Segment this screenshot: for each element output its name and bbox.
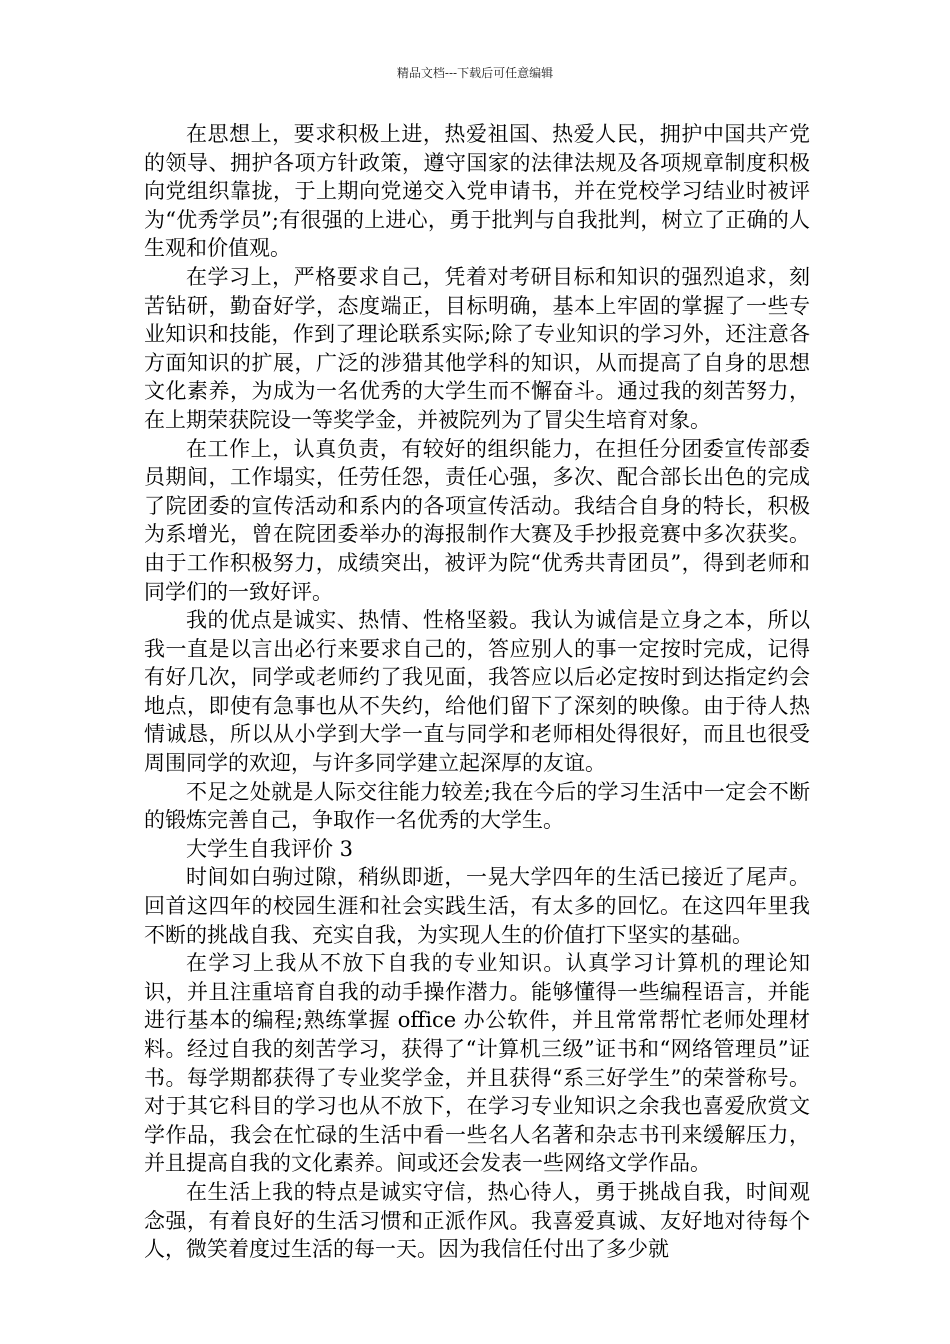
paragraph-ideology: 在思想上，要求积极上进，热爱祖国、热爱人民，拥护中国共产党的领导、拥护各项方针政策，遵守国家的法律法规及各项规章制度积极向党组织靠拢，于上期向党递交入党申请书，并在党校学习结业时被评为“优秀学员”;有很强的上进心，勇于批判与自我批判，树立了正确的人生观和价值观。 xyxy=(144,122,810,261)
paragraph-life: 在生活上我的特点是诚实守信，热心待人，勇于挑战自我，时间观念强，有着良好的生活习惯和正派作风。我喜爱真诚、友好地对待每个人，微笑着度过生活的每一天。因为我信任付出了多少就 xyxy=(144,1179,810,1262)
paragraph-work: 在工作上，认真负责，有较好的组织能力，在担任分团委宣传部委员期间，工作塌实，任劳任怨，责任心强，多次、配合部长出色的完成了院团委的宣传活动和系内的各项宣传活动。我结合自身的特长，积极为系增光，曾在院团委举办的海报制作大赛及手抄报竞赛中多次获奖。由于工作积极努力，成绩突出，被评为院“优秀共青团员”，得到老师和同学们的一致好评。 xyxy=(144,436,810,604)
document-body xyxy=(144,120,810,1264)
paragraph-intro: 时间如白驹过隙，稍纵即逝，一晃大学四年的生活已接近了尾声。回首这四年的校园生涯和社会实践生活，有太多的回忆。在这四年里我不断的挑战自我、充实自我，为实现人生的价值打下坚实的基础。 xyxy=(144,865,810,947)
paragraph-study: 在学习上，严格要求自己，凭着对考研目标和知识的强烈追求，刻苦钻研，勤奋好学，态度端正，目标明确，基本上牢固的掌握了一些专业知识和技能，作到了理论联系实际;除了专业知识的学习外，还注意各方面知识的扩展，广泛的涉猎其他学科的知识，从而提高了自身的思想文化素养，为成为一名优秀的大学生而不懈奋斗。通过我的刻苦努力，在上期荣获院设一等奖学金，并被院列为了冒尖生培育对象。 xyxy=(144,264,810,432)
paragraph-weaknesses: 不足之处就是人际交往能力较差;我在今后的学习生活中一定会不断的锻炼完善自己，争取作一名优秀的大学生。 xyxy=(144,779,810,833)
paragraph-strengths: 我的优点是诚实、热情、性格坚毅。我认为诚信是立身之本，所以我一直是以言出必行来要求自己的，答应别人的事一定按时完成，记得有好几次，同学或老师约了我见面，我答应以后必定按时到达指定约会地点，即使有急事也从不失约，给他们留下了深刻的映像。由于待人热情诚恳，所以从小学到大学一直与同学和老师相处得很好，而且也很受周围同学的欢迎，与许多同学建立起深厚的友谊。 xyxy=(144,608,810,776)
section-title: 大学生自我评价 3 xyxy=(186,836,354,861)
page-header: 精品文档---下载后可任意编辑 xyxy=(396,66,554,80)
paragraph-learning: 在学习上我从不放下自我的专业知识。认真学习计算机的理论知识，并且注重培育自我的动手操作潜力。能够懂得一些编程语言，并能进行基本的编程;熟练掌握 office 办公软件，并且常常帮忙老师处理材料。经过自我的刻苦学习，获得了“计算机三级”证书和“网络管理员”证书。每学期都获得了专业奖学金，并且获得“系三好学生”的荣誉称号。对于其它科目的学习也从不放下，在学习专业知识之余我也喜爱欣赏文学作品，我会在忙碌的生活中看一些名人名著和杂志书刊来缓解压力，并且提高自我的文化素养。间或还会发表一些网络文学作品。 xyxy=(144,951,810,1176)
